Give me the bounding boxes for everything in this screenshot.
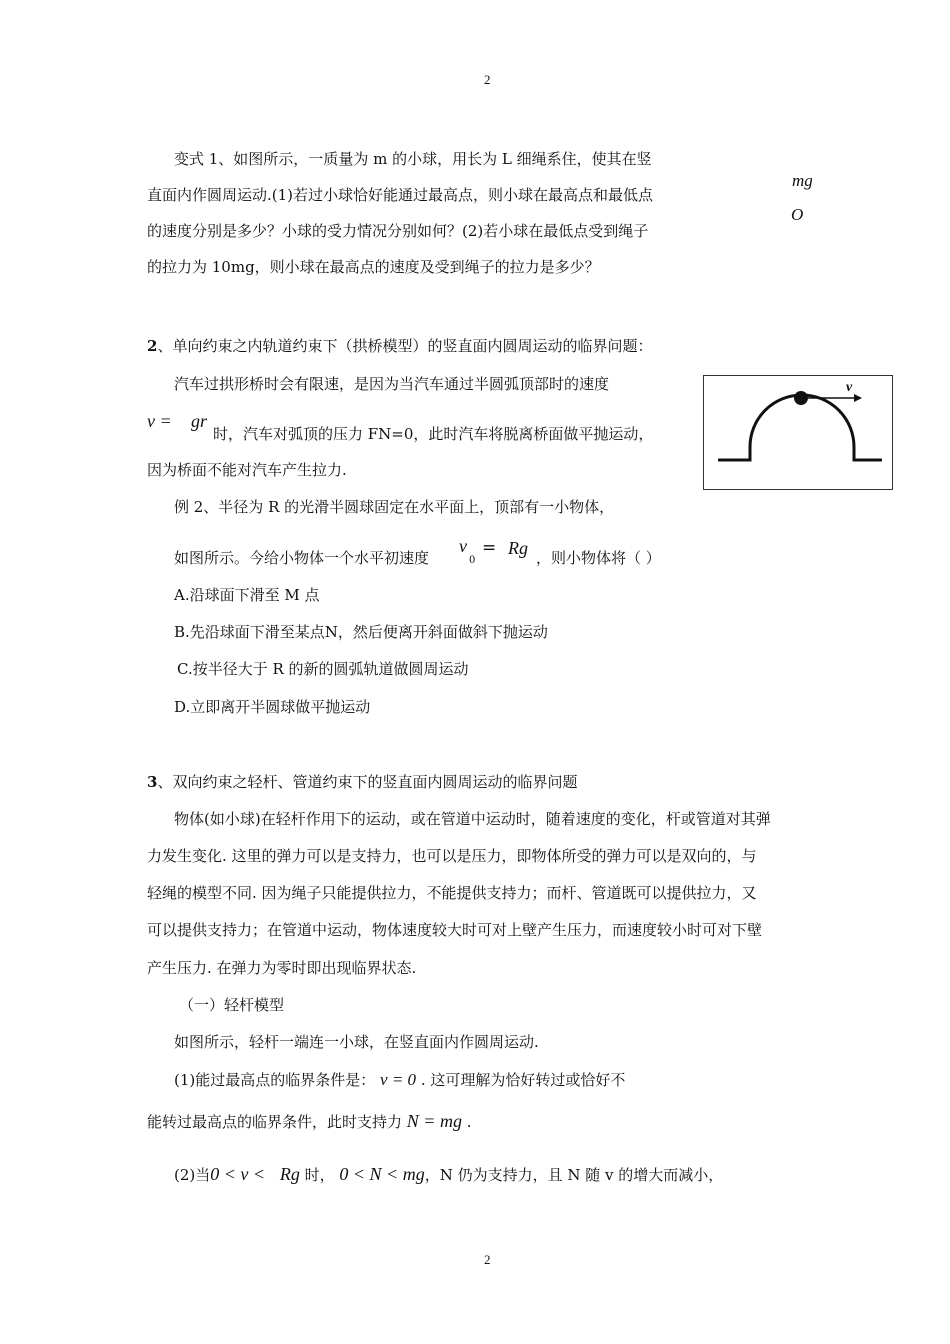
condition1-line-1 [174, 1070, 625, 1090]
formula-v-eq: v = [147, 411, 172, 431]
condition1-line2-text-a: 能转过最高点的临界条件，此时支持力 [147, 1113, 403, 1131]
option-D: D.立即离开半圆球做平抛运动 [174, 698, 371, 716]
figure-v-label: v [846, 380, 853, 395]
example2-eq: = [482, 538, 497, 558]
light-rod-intro: 如图所示，轻杆一端连一小球，在竖直面内作圆周运动. [174, 1033, 539, 1051]
section2-para-line-2: 时，汽车对弧顶的压力 FN=0，此时汽车将脱离桥面做平抛运动， [213, 425, 654, 443]
option-A: A.沿球面下滑至 M 点 [174, 586, 320, 604]
car-ball [794, 391, 808, 405]
section3-para-line-3: 轻绳的模型不同. 因为绳子只能提供拉力，不能提供支持力；而杆、管道既可以提供拉力，又 [147, 884, 757, 902]
example2-v: v [459, 536, 467, 556]
condition1-text-b: . 这可理解为恰好转过或恰好不 [420, 1071, 626, 1089]
condition1-formula: v = 0 [380, 1070, 417, 1089]
condition2-text-mid: 时， [304, 1166, 335, 1184]
condition2-text-a: (2)当 [174, 1166, 211, 1184]
section2-para-line-3: 因为桥面不能对汽车产生拉力. [147, 461, 347, 479]
figure-O-label: O [791, 205, 804, 224]
figure-mg-label: mg [792, 171, 813, 190]
section3-heading-text: 、双向约束之轻杆、管道约束下的竖直面内圆周运动的临界问题 [157, 773, 578, 791]
option-B: B.先沿球面下滑至某点N，然后便离开斜面做斜下抛运动 [174, 623, 548, 641]
velocity-arrow-head [854, 394, 862, 402]
condition2-Rg: Rg [279, 1164, 300, 1184]
example2-line-2a: 如图所示。今给小物体一个水平初速度 [174, 549, 430, 567]
arch-bridge-figure [703, 375, 893, 490]
formula-gr: gr [191, 411, 208, 431]
section2-heading [147, 336, 652, 356]
section3-para-line-4: 可以提供支持力；在管道中运动，物体速度较大时可对上壁产生压力，而速度较小时可对下壁 [147, 921, 763, 939]
example2-line-2b: ，则小物体将（ ） [536, 549, 661, 567]
variant1-line-3: 的速度分别是多少？小球的受力情况分别如何？(2)若小球在最低点受到绳子 [147, 222, 649, 240]
page-number-top: 2 [484, 72, 491, 87]
section2-heading-text: 、单向约束之内轨道约束下（拱桥模型）的竖直面内圆周运动的临界问题： [157, 337, 653, 355]
section3-number: 3 [147, 773, 158, 791]
condition1-line2-text-b: . [466, 1113, 472, 1131]
section2-para-line-1: 汽车过拱形桥时会有限速，是因为当汽车通过半圆弧顶部时的速度 [174, 375, 610, 393]
section3-para-line-2: 力发生变化. 这里的弹力可以是支持力，也可以是压力，即物体所受的弹力可以是双向的，与 [147, 847, 757, 865]
variant1-line-1: 变式 1、如图所示，一质量为 m 的小球，用长为 L 细绳系住，使其在竖 [174, 150, 652, 168]
condition2-formula-2: 0 < N < mg [339, 1164, 425, 1184]
variant1-line-2: 直面内作圆周运动.(1)若过小球恰好能通过最高点，则小球在最高点和最低点 [147, 186, 654, 204]
condition2-line [174, 1164, 723, 1185]
section3-heading [147, 772, 577, 792]
condition2-formula-1: 0 < v < [210, 1164, 266, 1184]
variant1-line-4: 的拉力为 10mg，则小球在最高点的速度及受到绳子的拉力是多少？ [147, 258, 600, 276]
condition1-line-2 [147, 1111, 472, 1132]
example2-Rg: Rg [508, 538, 528, 558]
section2-number: 2 [147, 337, 158, 355]
subheading-light-rod-model: （一）轻杆模型 [179, 996, 285, 1014]
condition1-text-a: (1)能过最高点的临界条件是： [174, 1071, 376, 1089]
condition2-text-b: ，N 仍为支持力，且 N 随 v 的增大而减小， [424, 1166, 724, 1184]
example2-line-1: 例 2、半径为 R 的光滑半圆球固定在水平面上，顶部有一小物体， [174, 498, 615, 516]
arch-bridge-diagram [704, 376, 892, 489]
section3-para-line-1: 物体(如小球)在轻杆作用下的运动，或在管道中运动时，随着速度的变化，杆或管道对其弹 [174, 810, 771, 828]
example2-subscript-0: 0 [469, 555, 476, 566]
option-C: C.按半径大于 R 的新的圆弧轨道做圆周运动 [177, 660, 469, 678]
section3-para-line-5: 产生压力. 在弹力为零时即出现临界状态. [147, 959, 417, 977]
condition1-formula-2: N = mg [406, 1111, 462, 1131]
page-number-bottom: 2 [484, 1252, 491, 1267]
